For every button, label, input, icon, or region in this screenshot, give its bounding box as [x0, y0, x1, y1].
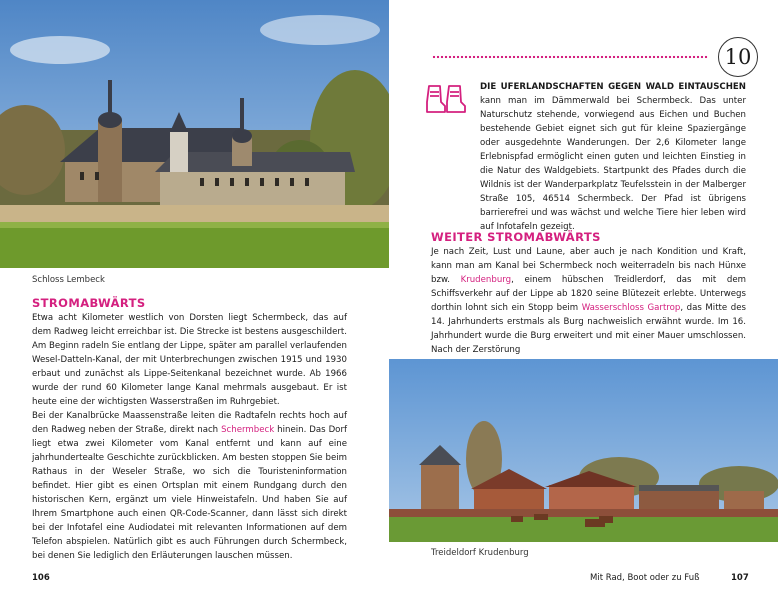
photo-caption-2: Treideldorf Krudenburg [431, 548, 529, 558]
photo-caption: Schloss Lembeck [32, 275, 105, 285]
treideldorf-krudenburg-photo [389, 359, 778, 542]
page-number-value: 107 [731, 573, 749, 583]
page-number-right [731, 573, 749, 583]
section-heading: STROMABWÄRTS [32, 296, 146, 310]
tip-lead: DIE UFERLANDSCHAFTEN GEGEN WALD EINTAUSCHEN [480, 82, 746, 92]
section-heading-2: WEITER STROMABWÄRTS [431, 230, 601, 244]
dotted-rule [432, 55, 708, 59]
body-paragraph-1: Etwa acht Kilometer westlich von Dorsten liegt Schermbeck, das auf dem Radweg leicht erreichbar ist. Die Strecke ist bestens ausgeschildert. Am Beginn radeln Sie entlang der Lippe, später am parallel verlaufenden Wesel-Datteln-Kanal, der mit Unterbrechungen zwischen 1915 und 1930 erbaut und zunächst als Lippe-Seitenkanal bezeichnet wurde. Ab 1966 wurde der rund 60 Kilometer lange Kanal mehrmals ausgebaut. Er ist heute eine der wichtigsten Wasserstraßen im Ruhrgebiet. [32, 313, 347, 408]
body-text: , einem hübschen Treidlerdorf, das mit dem Schiffsverkehr auf der Lippe ab 1820 seine Blütezeit erlebte. Unterwegs dorthin lohnt sich ein Stopp beim [431, 275, 747, 314]
krudenburg-link[interactable]: Krudenburg [460, 275, 512, 286]
body-paragraph-3 [431, 245, 746, 357]
wasserschloss-gartrop-link[interactable]: Wasserschloss Gartrop [581, 303, 681, 314]
schermbeck-link[interactable]: Schermbeck [221, 425, 275, 436]
tip-paragraph [480, 80, 746, 235]
page-number-value: 106 [32, 573, 50, 583]
page-number [32, 573, 50, 583]
footer-running-title: Mit Rad, Boot oder zu Fuß [590, 573, 700, 583]
body-text: Je nach Zeit, Lust und Laune, aber auch je nach Kondition und Kraft, kann man am Kanal bei Schermbeck noch weiterradeln bis nach Hünxe bzw. [431, 247, 746, 286]
schloss-lembeck-photo [0, 0, 389, 268]
body-text: hinein. Das Dorf liegt etwa zwei Kilometer vom Kanal entfernt und kann auf eine jahrhundertealte Geschichte zurückblicken. Am besten stoppen Sie beim Rathaus in der Weseler Straße, wo sich die Touristeninformation befindet. Hier gibt es einen Ortsplan mit einem Rundgang durch den historischen Kern, ergänzt um viele Hinweistafeln. Und haben Sie auf Ihrem Smartphone auch einen QR-Code-Scanner, dann lässt sich direkt bei der Infotafel eine Audiodatei mit relevanten Informationen auf dem Telefon abspielen. Natürlich gibt es auch Führungen durch Schermbeck, bei denen Sie lediglich den Erläuterungen lauschen müssen. [32, 425, 348, 562]
tip-number-badge: 10 [718, 37, 758, 77]
tip-text: kann man im Dämmerwald bei Schermbeck. Das unter Naturschutz stehende, vorwiegend aus Eichen und Buchen bestehende Gebiet eignet sich gut für kleine Spaziergänge oder ausgedehnte Wanderungen. Der 2,6 Kilometer lange Erlebnispfad ermöglicht einen guten und leichten Einstieg in die Natur des Waldgebiets. Startpunkt des Pfades durch die Wildnis ist der Wanderparkplatz Teufelsstein in der Malberger Straße 105, 46514 Schermbeck. Der Pfad ist übrigens barrierefrei und was wächst und welche Tiere hier leben wird auf Infotafeln gezeigt. [480, 96, 746, 233]
hiking-boots-icon [425, 84, 469, 114]
body-paragraph-2 [32, 409, 347, 564]
body-text: Bei der Kanalbrücke Maassenstraße leiten die Radtafeln rechts hoch auf den Radweg neben der Straße, direkt nach [32, 411, 347, 436]
body-text: , das Mitte des 14. Jahrhunderts erstmals als Burg nachweislich erwähnt wurde. Im 16. Jahrhundert wurde die Burg erweitert und mit einer Mauer umschlossen. Nach der Zerstörung [431, 303, 746, 356]
